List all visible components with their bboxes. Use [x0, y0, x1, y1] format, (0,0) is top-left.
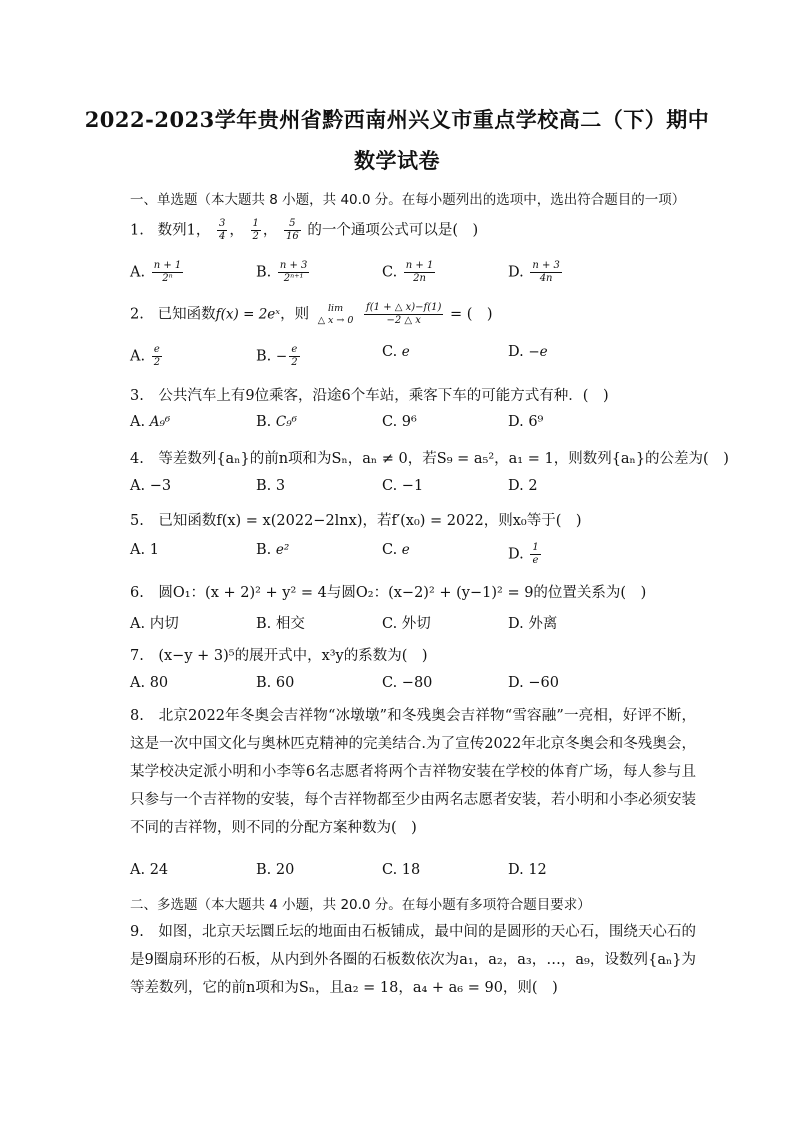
option-a[interactable]: A. 内切 [130, 616, 179, 632]
question-text: 已知函数 [157, 306, 216, 323]
page-title-line2: 数学试卷 [354, 148, 440, 173]
fraction: $\frac{5}{16}$ [285, 218, 299, 242]
option-c[interactable]: C. 18 [382, 862, 421, 878]
options-q3 [130, 414, 696, 440]
option-d[interactable]: D. $\frac{1}{e}$ [508, 542, 539, 566]
question-4: 4. 等差数列{aₙ}的前n项和为Sₙ，aₙ ≠ 0，若S₉ = a₅²，a₁ = 1，则数列{aₙ}的公差为( ) [130, 451, 729, 467]
option-b[interactable]: B. C₉⁶ [256, 414, 298, 430]
option-a[interactable]: A. 80 [130, 675, 169, 691]
option-a[interactable]: A. −3 [130, 478, 172, 494]
question-3: 3. 公共汽车上有9位乘客，沿途6个车站，乘客下车的可能方式有种．( ) [130, 388, 609, 404]
formula: f(x) = 2eˣ [215, 306, 281, 323]
option-d[interactable]: D. −60 [508, 675, 559, 691]
question-text: 的一个通项公式可以是( ) [307, 222, 479, 239]
options-q2 [130, 344, 696, 370]
question-9: 9. 如图，北京天坛圜丘坛的地面由石板铺成，最中间的是圆形的天心石，围绕天心石的是9圈扇环形的石板，从内到外各圈的石板数依次为a₁，a₂，a₃，…，a₉，设数列{aₙ}为等差数列，它的前n项和为Sₙ，且a₂ = 18，a₄ + a₆ = 90，则( ) [130, 924, 696, 996]
options-q5 [130, 542, 696, 568]
question-number: 2. [130, 306, 144, 323]
option-d[interactable]: D. 外离 [508, 616, 558, 632]
options-q1 [130, 260, 696, 286]
option-b[interactable]: B. e² [256, 542, 290, 558]
option-d[interactable]: D. −e [508, 344, 548, 360]
fraction: $\frac{1}{2}$ [252, 218, 259, 242]
question-2 [130, 302, 493, 327]
option-c[interactable]: C. e [382, 542, 410, 558]
options-q6 [130, 612, 696, 638]
option-b[interactable]: B. 60 [256, 675, 295, 691]
question-7: 7. (x−y + 3)⁵的展开式中，x³y的系数为( ) [130, 648, 428, 664]
question-1: 1. 数列1， $\frac{3}{4}$ ， $\frac{1}{2}$ ， $\frac{5}{16}$ 的一个通项公式可以是( ) [130, 218, 479, 242]
option-a[interactable]: A. $\frac{n + 1}{\text{2ⁿ}}$ [130, 260, 182, 284]
option-c[interactable]: C. $\frac{n + 1}{2n}$ [382, 260, 434, 284]
options-q4 [130, 478, 696, 504]
option-b[interactable]: B. − $\frac{e}{2}$ [256, 344, 298, 368]
option-c[interactable]: C. 9⁶ [382, 414, 417, 430]
options-q7 [130, 675, 696, 701]
option-c[interactable]: C. −80 [382, 675, 433, 691]
option-c[interactable]: C. e [382, 344, 410, 360]
option-c[interactable]: C. −1 [382, 478, 424, 494]
section-heading-single-choice: 一、单选题（本大题共 8 小题，共 40.0 分。在每小题列出的选项中，选出符合题目的一项） [130, 192, 686, 208]
option-a[interactable]: A. 1 [130, 542, 159, 558]
question-5: 5. 已知函数f(x) = x(2022−2lnx)，若f′(x₀) = 2022，则x₀等于( ) [130, 513, 582, 529]
limit-notation: lim △ x → 0 [317, 302, 354, 326]
option-b[interactable]: B. 20 [256, 862, 295, 878]
option-a[interactable]: A. $\frac{e}{2}$ [130, 344, 161, 368]
option-d[interactable]: D. 6⁹ [508, 414, 544, 430]
question-number: 1. [130, 222, 144, 239]
options-q8 [130, 862, 696, 888]
option-b[interactable]: B. $\frac{n + 3}{\text{2ⁿ⁺¹}}$ [256, 260, 308, 284]
option-a[interactable]: A. A₉⁶ [130, 414, 171, 430]
option-b[interactable]: B. 3 [256, 478, 286, 494]
section-heading-multi-choice: 二、多选题（本大题共 4 小题，共 20.0 分。在每小题有多项符合题目要求） [130, 897, 591, 913]
question-8: 8. 北京2022年冬奥会吉祥物“冰墩墩”和冬残奥会吉祥物“雪容融”一亮相，好评不断，这是一次中国文化与奥林匹克精神的完美结合.为了宣传2022年北京冬奥会和冬残奥会，某学校决定派小明和小李等6名志愿者将两个吉祥物安装在学校的体育广场，每人参与且只参与一个吉祥物的安装，每个吉祥物都至少由两名志愿者安装，若小明和小李必须安装不同的吉祥物，则不同的分配方案种数为( ) [130, 708, 696, 836]
option-a[interactable]: A. 24 [130, 862, 169, 878]
page-title-line1: 2022-2023学年贵州省黔西南州兴义市重点学校高二（下）期中 [84, 107, 710, 132]
option-d[interactable]: D. $\frac{n + 3}{4n}$ [508, 260, 560, 284]
option-c[interactable]: C. 外切 [382, 616, 431, 632]
option-b[interactable]: B. 相交 [256, 616, 305, 632]
option-d[interactable]: D. 12 [508, 862, 547, 878]
fraction: $\frac{f(1 + \triangle x)-f(1)}{-2 \triangle x}$ [366, 302, 442, 326]
question-text: 数列1， [157, 222, 211, 239]
option-d[interactable]: D. 2 [508, 478, 538, 494]
question-text: ，则 [280, 306, 310, 323]
fraction: $\frac{3}{4}$ [219, 218, 226, 242]
question-6: 6. 圆O₁：(x + 2)² + y² = 4与圆O₂：(x−2)² + (y−1)² = 9的位置关系为( ) [130, 585, 647, 601]
question-text: = ( ) [450, 306, 493, 323]
